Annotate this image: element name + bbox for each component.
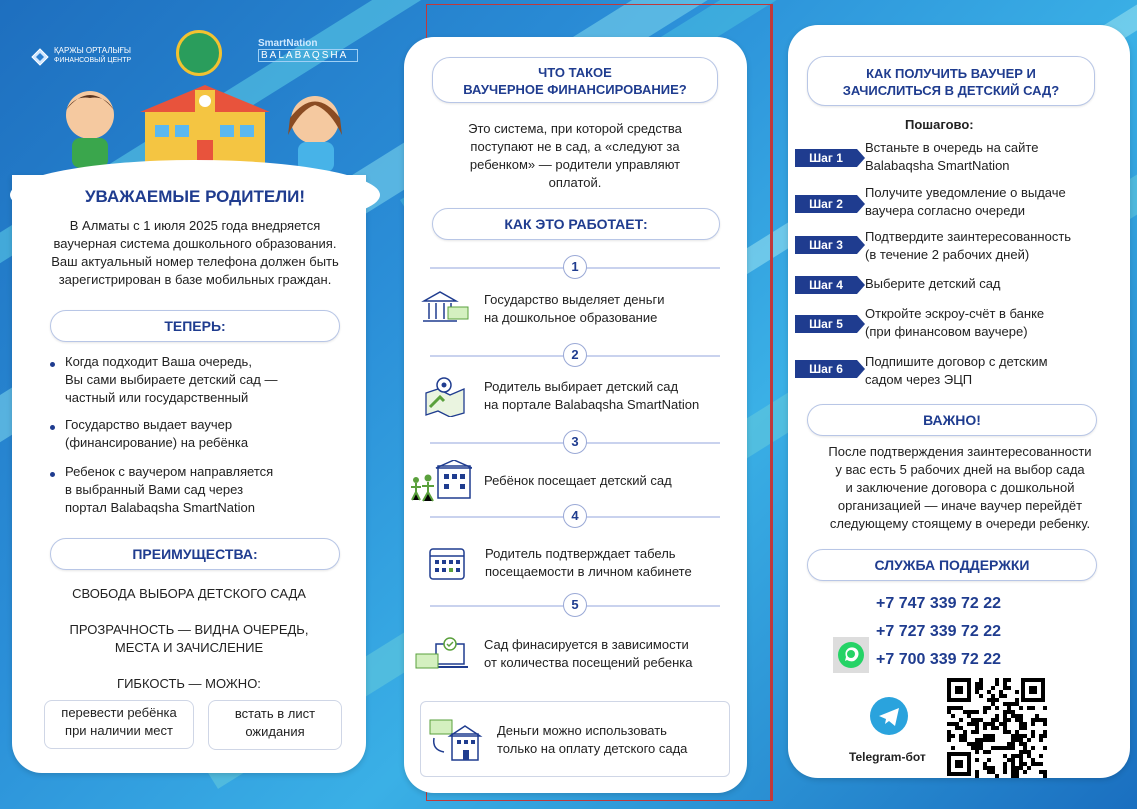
step-number-3: 3	[563, 430, 587, 454]
advantage-transparency: ПРОЗРАЧНОСТЬ — ВИДНА ОЧЕРЕДЬ, МЕСТА И ЗАЧИСЛЕНИЕ	[69, 622, 309, 655]
step-3-badge: Шаг 3	[795, 236, 857, 254]
qr-code[interactable]	[945, 676, 1047, 778]
right-step-3-text: Подтвердите заинтересованность (в течение 2 рабочих дней)	[865, 229, 1072, 262]
kids-school-icon	[408, 460, 472, 502]
option-waitlist: встать в лист ожидания	[208, 700, 342, 750]
stepwise-label: Пошагово:	[905, 117, 974, 132]
step-4-text: Родитель подтверждает табель посещаемости в личном кабинете	[485, 546, 692, 579]
bank-money-icon	[420, 289, 470, 325]
step-4-badge: Шаг 4	[795, 276, 857, 294]
step-6-badge: Шаг 6	[795, 360, 857, 378]
telegram-bot-label: Telegram-бот	[849, 750, 926, 764]
phone-1[interactable]: +7 747 339 72 22	[876, 595, 1002, 612]
now-bullet-1: Когда подходит Ваша очередь, Вы сами выбираете детский сад — частный или государственный	[65, 354, 278, 405]
money-school-icon	[428, 718, 484, 762]
finance-center-logo: ҚАРЖЫ ОРТАЛЫҒЫ ФИНАНСОВЫЙ ЦЕНТР	[30, 45, 150, 69]
right-step-4-text: Выберите детский сад	[865, 276, 1001, 291]
support-header: СЛУЖБА ПОДДЕРЖКИ	[807, 549, 1097, 581]
voucher-definition: Это система, при которой средства поступают не в сад, а «следуют за ребенком» — родители управляют оплатой.	[468, 121, 682, 190]
important-header: ВАЖНО!	[807, 404, 1097, 436]
step-5-badge: Шаг 5	[795, 315, 857, 333]
advantages-header: ПРЕИМУЩЕСТВА:	[50, 538, 340, 570]
bullet-dot	[50, 362, 55, 367]
telegram-icon[interactable]	[870, 697, 908, 735]
step-number-1: 1	[563, 255, 587, 279]
greeting-title: УВАЖАЕМЫЕ РОДИТЕЛИ!	[84, 187, 306, 206]
step-number-4: 4	[563, 504, 587, 528]
now-bullet-3: Ребенок с ваучером направляется в выбранный Вами сад через портал Balabaqsha SmartNation	[65, 464, 274, 515]
phone-3[interactable]: +7 700 339 72 22	[876, 651, 1002, 668]
advantage-freedom: СВОБОДА ВЫБОРА ДЕТСКОГО САДА	[72, 586, 306, 601]
smartnation-logo: SmartNation BALABAQSHA	[258, 38, 358, 68]
step-1-text: Государство выделяет деньги на дошкольное образование	[484, 292, 665, 325]
important-text: После подтверждения заинтересованности у вас есть 5 рабочих дней на выбор сада и заключение договора с дошкольной организацией — иначе ваучер перейдёт следующему стоящему в очереди ребенку.	[828, 444, 1092, 531]
now-bullet-2: Государство выдает ваучер (финансирование) на ребёнка	[65, 417, 249, 450]
intro-text: В Алматы с 1 июля 2025 года внедряется ваучерная система дошкольного образования. Ваш актуальный номер телефона должен быть зарегистрирован в базе мобильных граждан.	[51, 218, 339, 287]
right-step-1-text: Встаньте в очередь на сайте Balabaqsha SmartNation	[865, 140, 1039, 173]
bullet-dot	[50, 425, 55, 430]
trim-line	[770, 4, 772, 801]
step-1-badge: Шаг 1	[795, 149, 857, 167]
option-transfer: перевести ребёнка при наличии мест	[44, 700, 194, 749]
right-step-2-text: Получите уведомление о выдаче ваучера согласно очереди	[865, 185, 1066, 218]
map-pin-icon	[422, 373, 468, 417]
almaty-emblem-logo	[176, 30, 222, 76]
step-number-2: 2	[563, 343, 587, 367]
now-header: ТЕПЕРЬ:	[50, 310, 340, 342]
step-number-5: 5	[563, 593, 587, 617]
right-step-5-text: Откройте эскроу-счёт в банке (при финансовом ваучере)	[865, 306, 1045, 339]
step-2-text: Родитель выбирает детский сад на портале Balabaqsha SmartNation	[484, 379, 700, 412]
whatsapp-icon[interactable]	[833, 637, 869, 673]
laptop-money-icon	[414, 636, 470, 674]
step-5-text: Сад финасируется в зависимости от количества посещений ребенка	[484, 637, 693, 670]
what-is-voucher-header: ЧТО ТАКОЕ ВАУЧЕРНОЕ ФИНАНСИРОВАНИЕ?	[432, 57, 718, 103]
money-usage-text: Деньги можно использовать только на оплату детского сада	[497, 723, 688, 756]
right-step-6-text: Подпишите договор с детским садом через ЭЦП	[865, 354, 1048, 387]
how-it-works-header: КАК ЭТО РАБОТАЕТ:	[432, 208, 720, 240]
step-2-badge: Шаг 2	[795, 195, 857, 213]
how-to-get-voucher-header: КАК ПОЛУЧИТЬ ВАУЧЕР И ЗАЧИСЛИТЬСЯ В ДЕТСКИЙ САД?	[807, 56, 1095, 106]
advantage-flexibility: ГИБКОСТЬ — МОЖНО:	[117, 676, 261, 691]
step-3-text: Ребёнок посещает детский сад	[484, 473, 672, 488]
phone-2[interactable]: +7 727 339 72 22	[876, 623, 1002, 640]
bullet-dot	[50, 472, 55, 477]
calendar-icon	[428, 544, 466, 582]
